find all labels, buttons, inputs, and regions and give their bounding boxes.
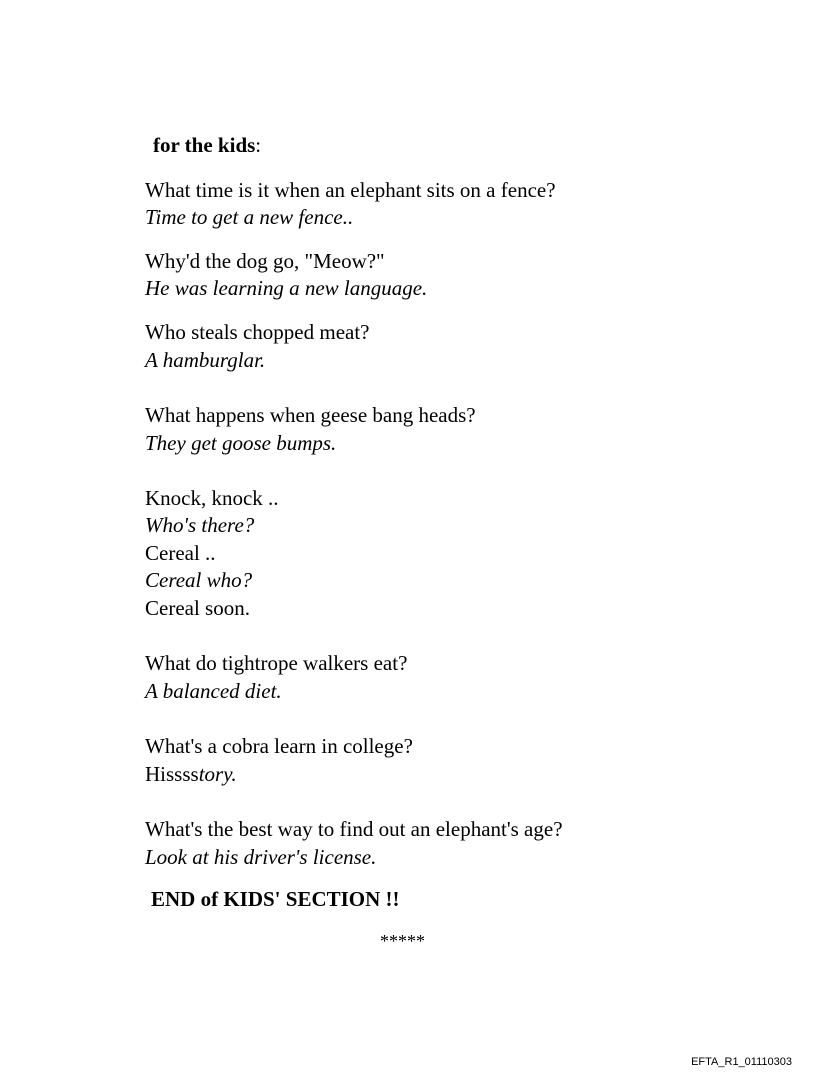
section-heading-colon: :	[255, 133, 262, 157]
joke-question: What's the best way to find out an elephant's age?	[145, 817, 563, 841]
joke-answer: A balanced diet.	[145, 679, 282, 703]
knock-knock-line: Who's there?	[145, 513, 255, 537]
joke-answer: Look at his driver's license.	[145, 845, 377, 869]
joke-answer: Time to get a new fence..	[145, 205, 354, 229]
section-heading	[153, 132, 261, 158]
end-section-heading: END of KIDS' SECTION !!	[151, 887, 400, 911]
knock-knock-line: Cereal ..	[145, 541, 216, 565]
document-id: EFTA_R1_01110303	[691, 1056, 792, 1068]
knock-knock-line: Cereal who?	[145, 568, 253, 592]
joke-answer: A hamburglar.	[145, 348, 266, 372]
section-heading-bold: for the kids	[153, 133, 256, 157]
joke-question: What's a cobra learn in college?	[145, 734, 413, 758]
joke-answer-suffix: tory.	[198, 762, 237, 786]
separator-stars: *****	[380, 931, 425, 951]
knock-knock-line: Cereal soon.	[145, 596, 250, 620]
joke-question: What happens when geese bang heads?	[145, 403, 476, 427]
joke-answer: He was learning a new language.	[145, 276, 428, 300]
joke-question: Who steals chopped meat?	[145, 320, 370, 344]
joke-answer: They get goose bumps.	[145, 431, 337, 455]
joke-answer	[145, 761, 237, 787]
joke-question: What do tightrope walkers eat?	[145, 651, 408, 675]
joke-question: Why'd the dog go, "Meow?"	[145, 249, 385, 273]
knock-knock-line: Knock, knock ..	[145, 486, 279, 510]
joke-answer-prefix: Hissss	[145, 762, 199, 786]
joke-question: What time is it when an elephant sits on a fence?	[145, 178, 556, 202]
